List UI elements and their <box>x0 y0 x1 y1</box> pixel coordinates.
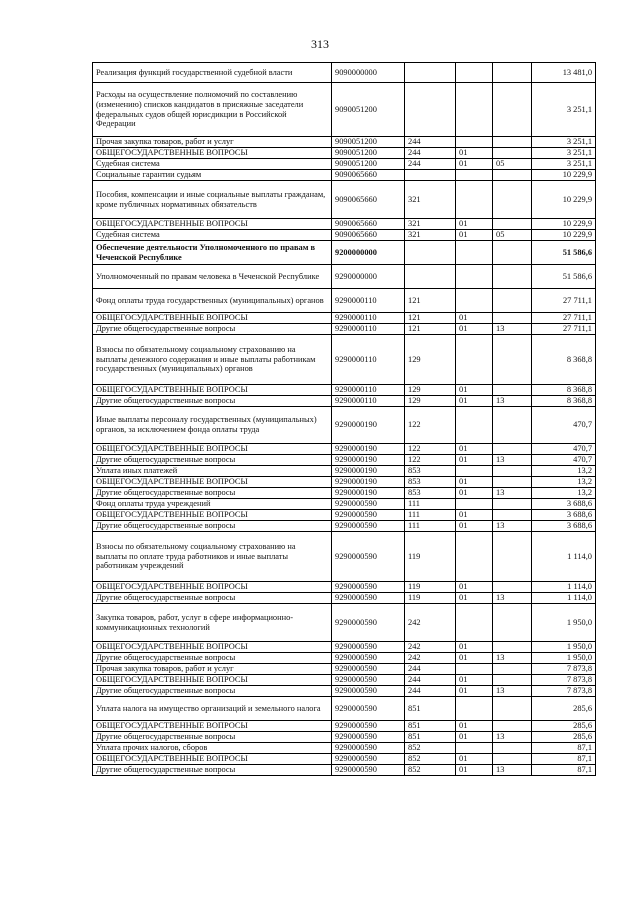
row-sum-cell: 1 114,0 <box>532 532 596 582</box>
row-csr-cell: 9090051200 <box>332 137 405 148</box>
table-row <box>93 675 596 686</box>
row-pr-cell <box>493 697 532 721</box>
row-sum-cell: 3 688,6 <box>532 499 596 510</box>
row-rz-cell: 01 <box>456 455 493 466</box>
row-pr-cell <box>493 148 532 159</box>
row-csr-cell: 9290000590 <box>332 593 405 604</box>
row-name-cell: Уплата прочих налогов, сборов <box>93 743 332 754</box>
row-name-cell: Фонд оплаты труда учреждений <box>93 499 332 510</box>
row-pr-cell <box>493 170 532 181</box>
row-pr-cell <box>493 444 532 455</box>
row-csr-cell: 9090051200 <box>332 148 405 159</box>
row-rz-cell <box>456 604 493 642</box>
row-sum-cell: 3 251,1 <box>532 159 596 170</box>
row-pr-cell: 13 <box>493 686 532 697</box>
row-csr-cell: 9290000590 <box>332 499 405 510</box>
row-rz-cell: 01 <box>456 642 493 653</box>
row-sum-cell: 13,2 <box>532 466 596 477</box>
row-name-cell: Расходы на осуществление полномочий по составлению (изменению) списков кандидатов в присяжные заседатели федеральных судов общей юрисдикции в Российской Федерации <box>93 83 332 137</box>
row-vr-cell: 121 <box>405 324 456 335</box>
row-rz-cell: 01 <box>456 653 493 664</box>
row-rz-cell: 01 <box>456 324 493 335</box>
row-csr-cell: 9290000190 <box>332 444 405 455</box>
row-vr-cell <box>405 241 456 265</box>
row-pr-cell <box>493 582 532 593</box>
row-vr-cell: 321 <box>405 181 456 219</box>
table-row <box>93 137 596 148</box>
row-name-cell: Уплата налога на имущество организаций и земельного налога <box>93 697 332 721</box>
row-vr-cell: 852 <box>405 754 456 765</box>
row-name-cell: Закупка товаров, работ, услуг в сфере информационно-коммуникационных технологий <box>93 604 332 642</box>
row-csr-cell: 9290000590 <box>332 697 405 721</box>
row-vr-cell <box>405 63 456 83</box>
row-sum-cell: 8 368,8 <box>532 396 596 407</box>
row-pr-cell: 13 <box>493 324 532 335</box>
row-rz-cell: 01 <box>456 765 493 776</box>
table-row <box>93 230 596 241</box>
table-row <box>93 241 596 265</box>
row-vr-cell: 121 <box>405 289 456 313</box>
table-row <box>93 582 596 593</box>
row-vr-cell: 242 <box>405 604 456 642</box>
row-sum-cell: 470,7 <box>532 444 596 455</box>
row-pr-cell <box>493 313 532 324</box>
row-pr-cell: 13 <box>493 396 532 407</box>
row-vr-cell: 111 <box>405 521 456 532</box>
row-pr-cell <box>493 181 532 219</box>
row-csr-cell: 9290000590 <box>332 732 405 743</box>
row-vr-cell: 321 <box>405 219 456 230</box>
row-pr-cell <box>493 335 532 385</box>
table-row <box>93 159 596 170</box>
row-rz-cell: 01 <box>456 230 493 241</box>
row-pr-cell <box>493 385 532 396</box>
table-row <box>93 754 596 765</box>
table-row <box>93 444 596 455</box>
row-sum-cell: 27 711,1 <box>532 289 596 313</box>
row-sum-cell: 27 711,1 <box>532 313 596 324</box>
row-pr-cell <box>493 477 532 488</box>
row-sum-cell: 8 368,8 <box>532 335 596 385</box>
row-rz-cell: 01 <box>456 396 493 407</box>
row-csr-cell: 9090065660 <box>332 170 405 181</box>
row-sum-cell: 1 114,0 <box>532 582 596 593</box>
row-pr-cell <box>493 137 532 148</box>
row-csr-cell: 9290000590 <box>332 510 405 521</box>
row-name-cell: ОБЩЕГОСУДАРСТВЕННЫЕ ВОПРОСЫ <box>93 444 332 455</box>
row-rz-cell: 01 <box>456 488 493 499</box>
row-pr-cell: 13 <box>493 455 532 466</box>
row-vr-cell: 111 <box>405 499 456 510</box>
row-rz-cell <box>456 466 493 477</box>
row-vr-cell: 119 <box>405 532 456 582</box>
row-sum-cell: 3 251,1 <box>532 148 596 159</box>
row-vr-cell: 129 <box>405 396 456 407</box>
row-pr-cell <box>493 721 532 732</box>
row-rz-cell: 01 <box>456 732 493 743</box>
row-csr-cell: 9290000590 <box>332 675 405 686</box>
row-rz-cell: 01 <box>456 159 493 170</box>
row-name-cell: ОБЩЕГОСУДАРСТВЕННЫЕ ВОПРОСЫ <box>93 675 332 686</box>
row-csr-cell: 9290000590 <box>332 664 405 675</box>
table-row <box>93 289 596 313</box>
row-rz-cell <box>456 63 493 83</box>
table-row <box>93 407 596 444</box>
row-rz-cell <box>456 335 493 385</box>
row-rz-cell <box>456 241 493 265</box>
table-row <box>93 604 596 642</box>
row-sum-cell: 10 229,9 <box>532 230 596 241</box>
row-vr-cell: 851 <box>405 721 456 732</box>
row-rz-cell: 01 <box>456 675 493 686</box>
row-name-cell: Обеспечение деятельности Уполномоченного по правам в Чеченской Республике <box>93 241 332 265</box>
row-vr-cell: 851 <box>405 732 456 743</box>
table-row <box>93 396 596 407</box>
table-row <box>93 664 596 675</box>
row-name-cell: ОБЩЕГОСУДАРСТВЕННЫЕ ВОПРОСЫ <box>93 477 332 488</box>
row-vr-cell: 242 <box>405 642 456 653</box>
row-sum-cell: 87,1 <box>532 765 596 776</box>
row-vr-cell: 242 <box>405 653 456 664</box>
row-sum-cell: 470,7 <box>532 407 596 444</box>
row-csr-cell: 9290000590 <box>332 642 405 653</box>
row-rz-cell <box>456 743 493 754</box>
row-name-cell: ОБЩЕГОСУДАРСТВЕННЫЕ ВОПРОСЫ <box>93 754 332 765</box>
row-sum-cell: 3 688,6 <box>532 521 596 532</box>
row-pr-cell <box>493 664 532 675</box>
row-name-cell: Другие общегосударственные вопросы <box>93 732 332 743</box>
row-sum-cell: 3 688,6 <box>532 510 596 521</box>
table-row <box>93 170 596 181</box>
table-row <box>93 642 596 653</box>
row-name-cell: ОБЩЕГОСУДАРСТВЕННЫЕ ВОПРОСЫ <box>93 642 332 653</box>
row-rz-cell <box>456 697 493 721</box>
row-rz-cell: 01 <box>456 148 493 159</box>
row-pr-cell <box>493 289 532 313</box>
row-name-cell: Другие общегосударственные вопросы <box>93 488 332 499</box>
table-row <box>93 148 596 159</box>
row-name-cell: ОБЩЕГОСУДАРСТВЕННЫЕ ВОПРОСЫ <box>93 510 332 521</box>
row-vr-cell: 852 <box>405 743 456 754</box>
row-sum-cell: 1 950,0 <box>532 642 596 653</box>
table-row <box>93 219 596 230</box>
row-pr-cell <box>493 754 532 765</box>
row-rz-cell: 01 <box>456 313 493 324</box>
row-sum-cell: 10 229,9 <box>532 219 596 230</box>
row-rz-cell: 01 <box>456 754 493 765</box>
row-sum-cell: 1 950,0 <box>532 604 596 642</box>
row-csr-cell: 9290000190 <box>332 477 405 488</box>
table-row <box>93 521 596 532</box>
row-vr-cell: 244 <box>405 686 456 697</box>
row-rz-cell <box>456 83 493 137</box>
row-name-cell: Другие общегосударственные вопросы <box>93 455 332 466</box>
row-sum-cell: 3 251,1 <box>532 137 596 148</box>
row-csr-cell: 9290000190 <box>332 466 405 477</box>
row-sum-cell: 13,2 <box>532 488 596 499</box>
row-csr-cell: 9290000110 <box>332 385 405 396</box>
row-csr-cell: 9290000590 <box>332 604 405 642</box>
row-rz-cell <box>456 664 493 675</box>
row-rz-cell: 01 <box>456 385 493 396</box>
table-row <box>93 477 596 488</box>
row-vr-cell <box>405 265 456 289</box>
row-rz-cell <box>456 407 493 444</box>
row-rz-cell <box>456 532 493 582</box>
row-csr-cell: 9290000590 <box>332 754 405 765</box>
row-vr-cell: 244 <box>405 675 456 686</box>
row-rz-cell <box>456 181 493 219</box>
row-csr-cell: 9290000590 <box>332 521 405 532</box>
row-vr-cell: 129 <box>405 335 456 385</box>
row-name-cell: ОБЩЕГОСУДАРСТВЕННЫЕ ВОПРОСЫ <box>93 219 332 230</box>
row-pr-cell <box>493 499 532 510</box>
table-row <box>93 732 596 743</box>
row-sum-cell: 470,7 <box>532 455 596 466</box>
row-csr-cell: 9290000190 <box>332 455 405 466</box>
table-row <box>93 765 596 776</box>
row-name-cell: Уплата иных платежей <box>93 466 332 477</box>
row-sum-cell: 8 368,8 <box>532 385 596 396</box>
row-vr-cell: 244 <box>405 664 456 675</box>
row-rz-cell <box>456 265 493 289</box>
row-rz-cell <box>456 499 493 510</box>
table-row <box>93 721 596 732</box>
row-name-cell: Другие общегосударственные вопросы <box>93 521 332 532</box>
row-name-cell: Иные выплаты персоналу государственных (муниципальных) органов, за исключением фонда оплаты труда <box>93 407 332 444</box>
row-pr-cell <box>493 604 532 642</box>
table-row <box>93 455 596 466</box>
row-sum-cell: 51 586,6 <box>532 265 596 289</box>
row-rz-cell: 01 <box>456 477 493 488</box>
row-name-cell: ОБЩЕГОСУДАРСТВЕННЫЕ ВОПРОСЫ <box>93 148 332 159</box>
row-name-cell: ОБЩЕГОСУДАРСТВЕННЫЕ ВОПРОСЫ <box>93 313 332 324</box>
table-row <box>93 335 596 385</box>
table-row <box>93 265 596 289</box>
row-sum-cell: 87,1 <box>532 754 596 765</box>
row-name-cell: Взносы по обязательному социальному страхованию на выплаты денежного содержания и иные выплаты работникам государственных (муниципальных) органов <box>93 335 332 385</box>
row-name-cell: Пособия, компенсации и иные социальные выплаты гражданам, кроме публичных нормативных обязательств <box>93 181 332 219</box>
row-sum-cell: 3 251,1 <box>532 83 596 137</box>
row-pr-cell: 13 <box>493 521 532 532</box>
row-rz-cell: 01 <box>456 593 493 604</box>
row-csr-cell: 9290000590 <box>332 582 405 593</box>
table-row <box>93 686 596 697</box>
table-row <box>93 653 596 664</box>
row-rz-cell <box>456 137 493 148</box>
table-row <box>93 510 596 521</box>
table-row <box>93 466 596 477</box>
row-rz-cell: 01 <box>456 510 493 521</box>
row-rz-cell: 01 <box>456 686 493 697</box>
row-sum-cell: 10 229,9 <box>532 170 596 181</box>
row-vr-cell: 121 <box>405 313 456 324</box>
row-name-cell: Прочая закупка товаров, работ и услуг <box>93 137 332 148</box>
row-sum-cell: 87,1 <box>532 743 596 754</box>
table-row <box>93 313 596 324</box>
table-row <box>93 499 596 510</box>
row-name-cell: Другие общегосударственные вопросы <box>93 653 332 664</box>
row-vr-cell: 853 <box>405 477 456 488</box>
row-rz-cell: 01 <box>456 721 493 732</box>
row-pr-cell <box>493 63 532 83</box>
row-name-cell: ОБЩЕГОСУДАРСТВЕННЫЕ ВОПРОСЫ <box>93 582 332 593</box>
row-vr-cell: 111 <box>405 510 456 521</box>
row-csr-cell: 9200000000 <box>332 241 405 265</box>
table-row <box>93 324 596 335</box>
table-row <box>93 743 596 754</box>
row-sum-cell: 1 950,0 <box>532 653 596 664</box>
row-csr-cell: 9290000000 <box>332 265 405 289</box>
row-vr-cell: 122 <box>405 407 456 444</box>
row-pr-cell: 05 <box>493 159 532 170</box>
row-csr-cell: 9290000590 <box>332 743 405 754</box>
row-csr-cell: 9290000110 <box>332 313 405 324</box>
row-pr-cell <box>493 743 532 754</box>
row-name-cell: ОБЩЕГОСУДАРСТВЕННЫЕ ВОПРОСЫ <box>93 721 332 732</box>
row-csr-cell: 9090065660 <box>332 219 405 230</box>
row-vr-cell: 851 <box>405 697 456 721</box>
table-row <box>93 697 596 721</box>
row-pr-cell: 13 <box>493 488 532 499</box>
row-sum-cell: 51 586,6 <box>532 241 596 265</box>
row-sum-cell: 7 873,8 <box>532 686 596 697</box>
row-csr-cell: 9090065660 <box>332 230 405 241</box>
table-row <box>93 488 596 499</box>
row-pr-cell <box>493 532 532 582</box>
row-csr-cell: 9290000590 <box>332 532 405 582</box>
row-sum-cell: 13,2 <box>532 477 596 488</box>
row-sum-cell: 7 873,8 <box>532 664 596 675</box>
row-pr-cell <box>493 466 532 477</box>
row-vr-cell: 321 <box>405 230 456 241</box>
row-name-cell: Судебная система <box>93 159 332 170</box>
row-vr-cell <box>405 83 456 137</box>
row-vr-cell: 852 <box>405 765 456 776</box>
budget-table <box>92 62 596 776</box>
row-csr-cell: 9290000590 <box>332 765 405 776</box>
row-csr-cell: 9290000110 <box>332 396 405 407</box>
row-csr-cell: 9290000110 <box>332 289 405 313</box>
row-sum-cell: 7 873,8 <box>532 675 596 686</box>
row-sum-cell: 13 481,0 <box>532 63 596 83</box>
row-name-cell: Другие общегосударственные вопросы <box>93 396 332 407</box>
row-sum-cell: 285,6 <box>532 732 596 743</box>
row-name-cell: Социальные гарантии судьям <box>93 170 332 181</box>
row-pr-cell: 13 <box>493 732 532 743</box>
row-vr-cell: 119 <box>405 593 456 604</box>
row-rz-cell: 01 <box>456 521 493 532</box>
table-row <box>93 83 596 137</box>
row-pr-cell <box>493 83 532 137</box>
table-row <box>93 181 596 219</box>
row-csr-cell: 9290000110 <box>332 324 405 335</box>
row-name-cell: Взносы по обязательному социальному страхованию на выплаты по оплате труда работников и иные выплаты работникам учреждений <box>93 532 332 582</box>
row-pr-cell <box>493 510 532 521</box>
row-pr-cell <box>493 675 532 686</box>
row-csr-cell: 9290000110 <box>332 335 405 385</box>
row-csr-cell: 9290000590 <box>332 721 405 732</box>
row-rz-cell: 01 <box>456 444 493 455</box>
row-name-cell: Другие общегосударственные вопросы <box>93 324 332 335</box>
row-name-cell: Судебная система <box>93 230 332 241</box>
row-pr-cell <box>493 219 532 230</box>
row-name-cell: Реализация функций государственной судебной власти <box>93 63 332 83</box>
budget-table-body <box>93 63 596 776</box>
row-csr-cell: 9090065660 <box>332 181 405 219</box>
row-name-cell: Другие общегосударственные вопросы <box>93 765 332 776</box>
row-pr-cell <box>493 642 532 653</box>
row-vr-cell: 853 <box>405 466 456 477</box>
row-name-cell: Прочая закупка товаров, работ и услуг <box>93 664 332 675</box>
row-rz-cell: 01 <box>456 219 493 230</box>
row-pr-cell <box>493 265 532 289</box>
row-name-cell: ОБЩЕГОСУДАРСТВЕННЫЕ ВОПРОСЫ <box>93 385 332 396</box>
row-vr-cell: 122 <box>405 444 456 455</box>
row-vr-cell: 853 <box>405 488 456 499</box>
row-sum-cell: 1 114,0 <box>532 593 596 604</box>
row-vr-cell: 129 <box>405 385 456 396</box>
row-csr-cell: 9090000000 <box>332 63 405 83</box>
table-row <box>93 532 596 582</box>
row-csr-cell: 9290000190 <box>332 407 405 444</box>
row-name-cell: Другие общегосударственные вопросы <box>93 686 332 697</box>
row-vr-cell: 244 <box>405 148 456 159</box>
row-vr-cell <box>405 170 456 181</box>
row-csr-cell: 9290000590 <box>332 686 405 697</box>
table-row <box>93 63 596 83</box>
row-rz-cell <box>456 170 493 181</box>
row-rz-cell: 01 <box>456 582 493 593</box>
row-sum-cell: 285,6 <box>532 697 596 721</box>
row-pr-cell: 13 <box>493 765 532 776</box>
row-pr-cell <box>493 241 532 265</box>
row-sum-cell: 10 229,9 <box>532 181 596 219</box>
row-vr-cell: 244 <box>405 159 456 170</box>
row-pr-cell: 13 <box>493 653 532 664</box>
row-sum-cell: 27 711,1 <box>532 324 596 335</box>
page-number: 313 <box>311 37 329 51</box>
row-sum-cell: 285,6 <box>532 721 596 732</box>
table-row <box>93 385 596 396</box>
row-pr-cell <box>493 407 532 444</box>
row-pr-cell: 05 <box>493 230 532 241</box>
row-csr-cell: 9090051200 <box>332 83 405 137</box>
row-vr-cell: 122 <box>405 455 456 466</box>
row-vr-cell: 244 <box>405 137 456 148</box>
row-csr-cell: 9290000590 <box>332 653 405 664</box>
row-name-cell: Уполномоченный по правам человека в Чеченской Республике <box>93 265 332 289</box>
table-row <box>93 593 596 604</box>
row-name-cell: Другие общегосударственные вопросы <box>93 593 332 604</box>
row-csr-cell: 9290000190 <box>332 488 405 499</box>
row-pr-cell: 13 <box>493 593 532 604</box>
row-csr-cell: 9090051200 <box>332 159 405 170</box>
row-rz-cell <box>456 289 493 313</box>
row-name-cell: Фонд оплаты труда государственных (муниципальных) органов <box>93 289 332 313</box>
row-vr-cell: 119 <box>405 582 456 593</box>
